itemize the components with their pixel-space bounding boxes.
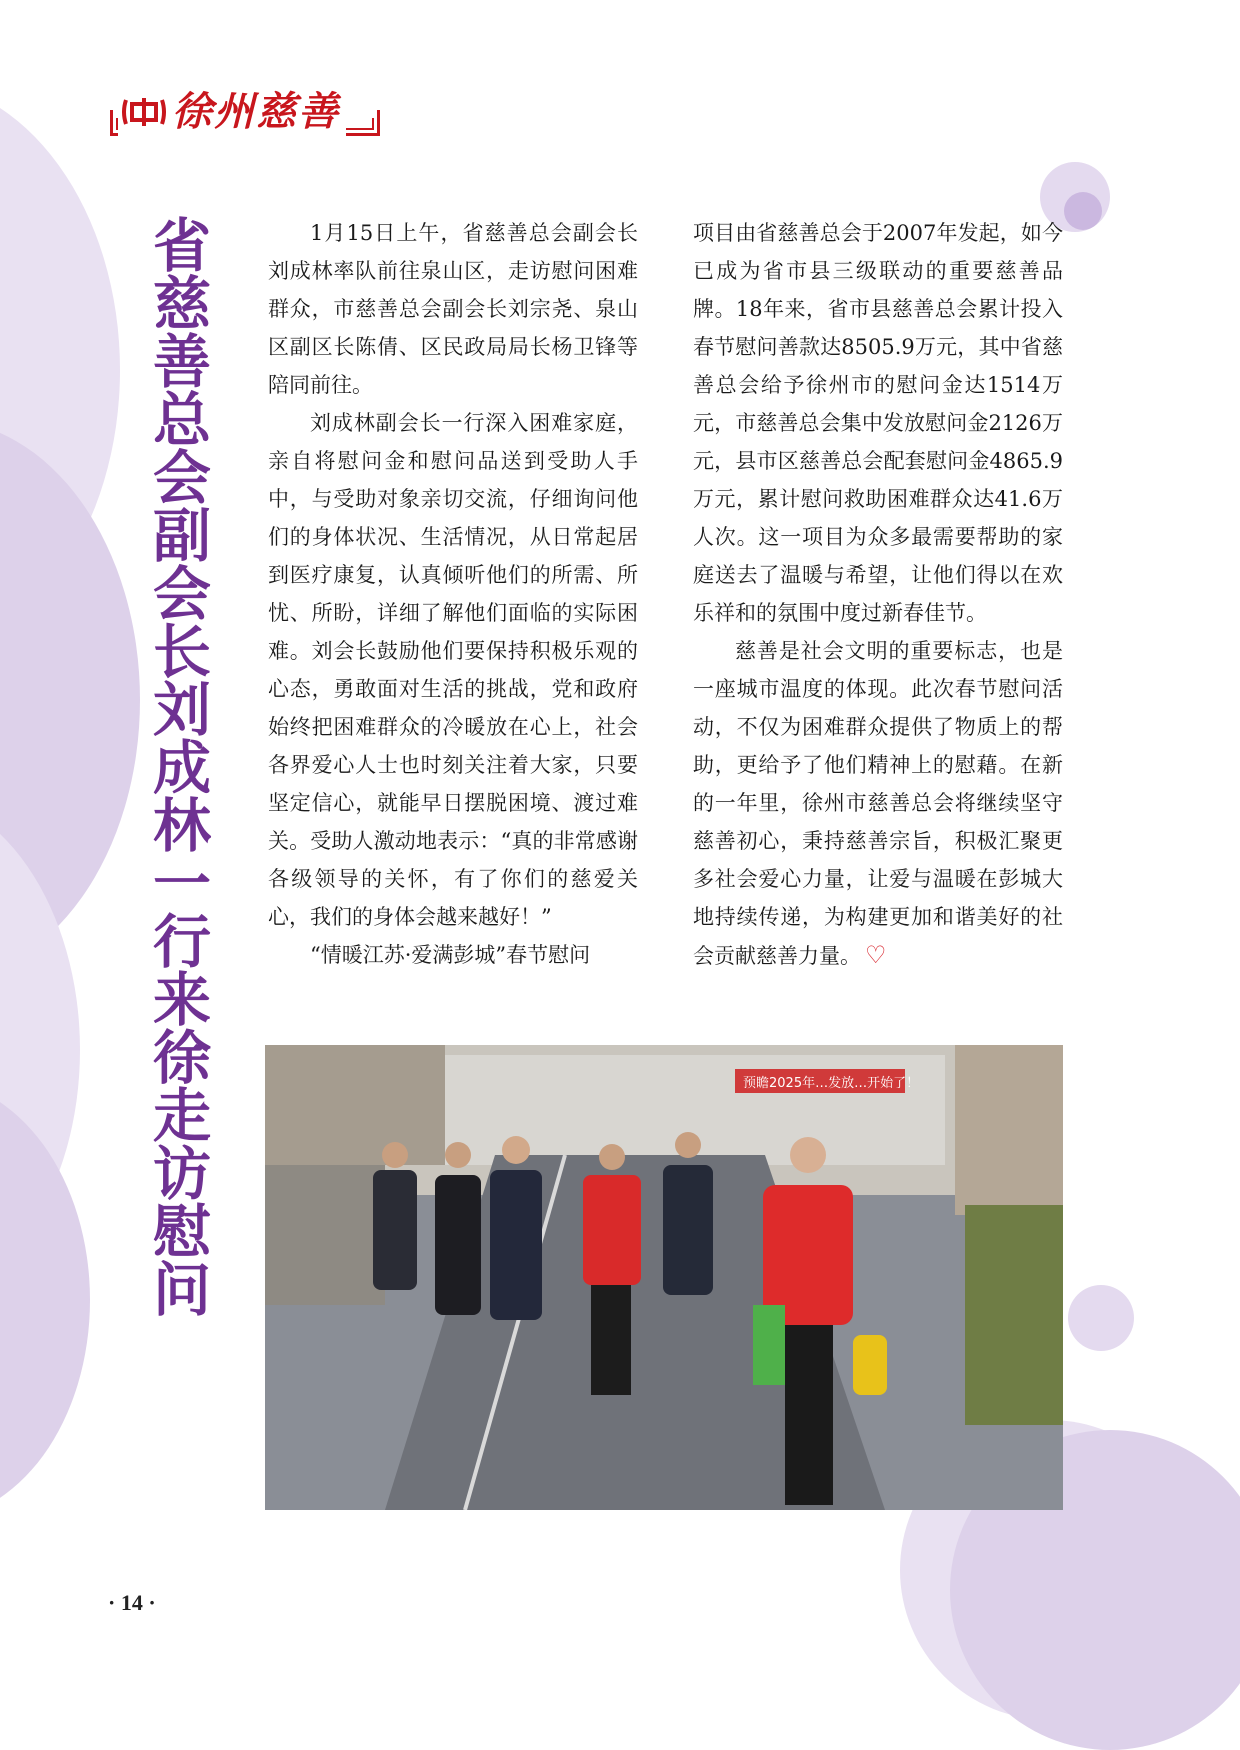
heart-end-icon: ♡ <box>865 941 887 969</box>
article-column-1 <box>268 214 638 974</box>
paragraph-continuation: 项目由省慈善总会于2007年发起，如今已成为省市县三级联动的重要慈善品牌。18年来，省市县慈善总会累计投入春节慰问善款达8505.9万元，其中省慈善总会给予徐州市的慰问金达1514万元，市慈善总会集中发放慰问金2126万元，县市区慈善总会配套慰问金4865.9万元，累计慰问救助困难群众达41.6万人次。这一项目为众多最需要帮助的家庭送去了温暖与希望，让他们得以在欢乐祥和的氛围中度过新春佳节。 <box>693 221 1063 625</box>
article-headline: 省慈善总会副会长刘成林一行来徐走访慰问 <box>143 215 211 1317</box>
masthead-title: 徐州慈善 <box>166 88 346 136</box>
decor-circle-right-mid <box>1068 1285 1134 1351</box>
article-column-2 <box>693 214 1063 975</box>
paragraph: 1月15日上午，省慈善总会副会长刘成林率队前往泉山区，走访慰问困难群众，市慈善总会副会长刘宗尧、泉山区副区长陈倩、区民政局局长杨卫锋等陪同前往。 <box>268 221 638 397</box>
red-bracket-logo-icon <box>118 94 170 139</box>
group-walking-photo <box>265 1045 1063 1510</box>
banner-text: 预瞻2025年…发放…开始了！ <box>743 1076 920 1091</box>
masthead-logo <box>110 88 382 140</box>
decor-circle-top-right-small <box>1064 192 1102 230</box>
paragraph-final <box>693 632 1063 975</box>
page-number: · 14 · <box>108 1590 156 1615</box>
paragraph: “情暖江苏·爱满彭城”春节慰问 <box>310 943 591 967</box>
paragraph-final-text: 慈善是社会文明的重要标志，也是一座城市温度的体现。此次春节慰问活动，不仅为困难群众提供了物质上的帮助，更给予了他们精神上的慰藉。在新的一年里，徐州市慈善总会将继续坚守慈善初心，秉持慈善宗旨，积极汇聚更多社会爱心力量，让爱与温暖在彭城大地持续传递，为构建更加和谐美好的社会贡献慈善力量。 <box>693 639 1063 968</box>
paragraph: 刘成林副会长一行深入困难家庭，亲自将慰问金和慰问品送到受助人手中，与受助对象亲切交流，仔细询问他们的身体状况、生活情况，从日常起居到医疗康复，认真倾听他们的所需、所忧、所盼，详细了解他们面临的实际困难。刘会长鼓励他们要保持积极乐观的心态，勇敢面对生活的挑战，党和政府始终把困难群众的冷暖放在心上，社会各界爱心人士也时刻关注着大家，只要坚定信心，就能早日摆脱困境、渡过难关。受助人激动地表示：“真的非常感谢各级领导的关怀，有了你们的慈爱关心，我们的身体会越来越好！” <box>268 411 638 929</box>
